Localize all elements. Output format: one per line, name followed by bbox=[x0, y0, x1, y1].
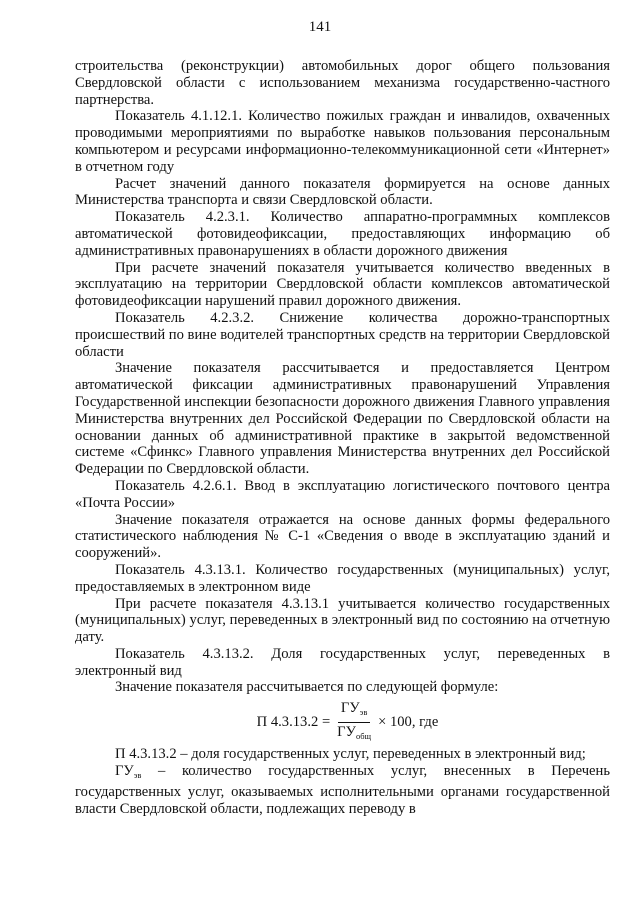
definition-2-symbol: ГУ bbox=[115, 763, 134, 780]
formula-denominator bbox=[334, 723, 374, 745]
paragraph-1: строительства (реконструкции) автомобильных дорог общего пользования Свердловской области с использованием механизма государственно-частного партнерства. bbox=[75, 58, 610, 108]
formula-rhs: × 100, где bbox=[378, 713, 439, 730]
formula-lhs: П 4.3.13.2 = bbox=[256, 713, 331, 730]
page-number: 141 bbox=[308, 19, 332, 35]
paragraph-6: Показатель 4.2.3.2. Снижение количества дорожно-транспортных происшествий по вине водителей транспортных средств на территории Свердловской области bbox=[75, 309, 610, 360]
denominator-main: ГУ bbox=[337, 723, 356, 740]
paragraph-3: Расчет значений данного показателя формируется на основе данных Министерства транспорта и связи Свердловской области. bbox=[75, 175, 610, 209]
formula-numerator bbox=[338, 700, 370, 723]
paragraph-5: При расчете значений показателя учитывается количество введенных в эксплуатацию на территории Свердловской области комплексов автоматической фотовидеофиксации нарушений правил дорожного движения. bbox=[75, 259, 610, 310]
definition-2-sub: эв bbox=[133, 770, 142, 781]
denominator-sub: общ bbox=[355, 730, 372, 741]
definition-2-text: – количество государственных услуг, внесенных в Перечень государственных услуг, оказываемых исполнительными органами государственной власти Свердловской области, подлежащих переводу в bbox=[75, 763, 610, 817]
paragraph-8: Показатель 4.2.6.1. Ввод в эксплуатацию логистического почтового центра «Почта России» bbox=[75, 477, 610, 511]
paragraph-10: Показатель 4.3.13.1. Количество государственных (муниципальных) услуг, предоставляемых в электронном виде bbox=[75, 561, 610, 595]
paragraph-13: Значение показателя рассчитывается по следующей формуле: bbox=[115, 679, 499, 696]
paragraph-12: Показатель 4.3.13.2. Доля государственных услуг, переведенных в электронный вид bbox=[75, 645, 610, 679]
paragraph-11: При расчете показателя 4.3.13.1 учитывается количество государственных (муниципальных) услуг, переведенных в электронный вид по состоянию на отчетную дату. bbox=[75, 595, 610, 646]
formula-fraction bbox=[334, 700, 374, 745]
formula bbox=[75, 698, 610, 746]
document-body bbox=[75, 58, 610, 817]
definition-2 bbox=[75, 763, 610, 817]
definition-1: П 4.3.13.2 – доля государственных услуг, переведенных в электронный вид; bbox=[115, 746, 586, 763]
paragraph-9: Значение показателя отражается на основе данных формы федерального статистического наблюдения № С-1 «Сведения о вводе в эксплуатацию зданий и сооружений». bbox=[75, 511, 610, 562]
paragraph-4: Показатель 4.2.3.1. Количество аппаратно-программных комплексов автоматической фотовидеофиксации, предоставляющих информацию об административных правонарушениях в области дорожного движения bbox=[75, 209, 610, 259]
paragraph-7: Значение показателя рассчитывается и предоставляется Центром автоматической фиксации административных правонарушений Управления Государственной инспекции безопасности дорожного движения Главного управления Министерства внутренних дел Российской Федерации по Свердловской области на основании данных об административной практике в закрытой ведомственной системе «Сфинкс» Главного управления Министерства внутренних дел Российской Федерации по Свердловской области. bbox=[75, 360, 610, 478]
numerator-sub: эв bbox=[359, 706, 368, 717]
numerator-main: ГУ bbox=[340, 699, 360, 716]
paragraph-2: Показатель 4.1.12.1. Количество пожилых граждан и инвалидов, охваченных проводимыми мероприятиями по выработке навыков пользования персональным компьютером и ресурсами информационно-телекоммуникационной сети «Интернет» в отчетном году bbox=[75, 108, 610, 175]
